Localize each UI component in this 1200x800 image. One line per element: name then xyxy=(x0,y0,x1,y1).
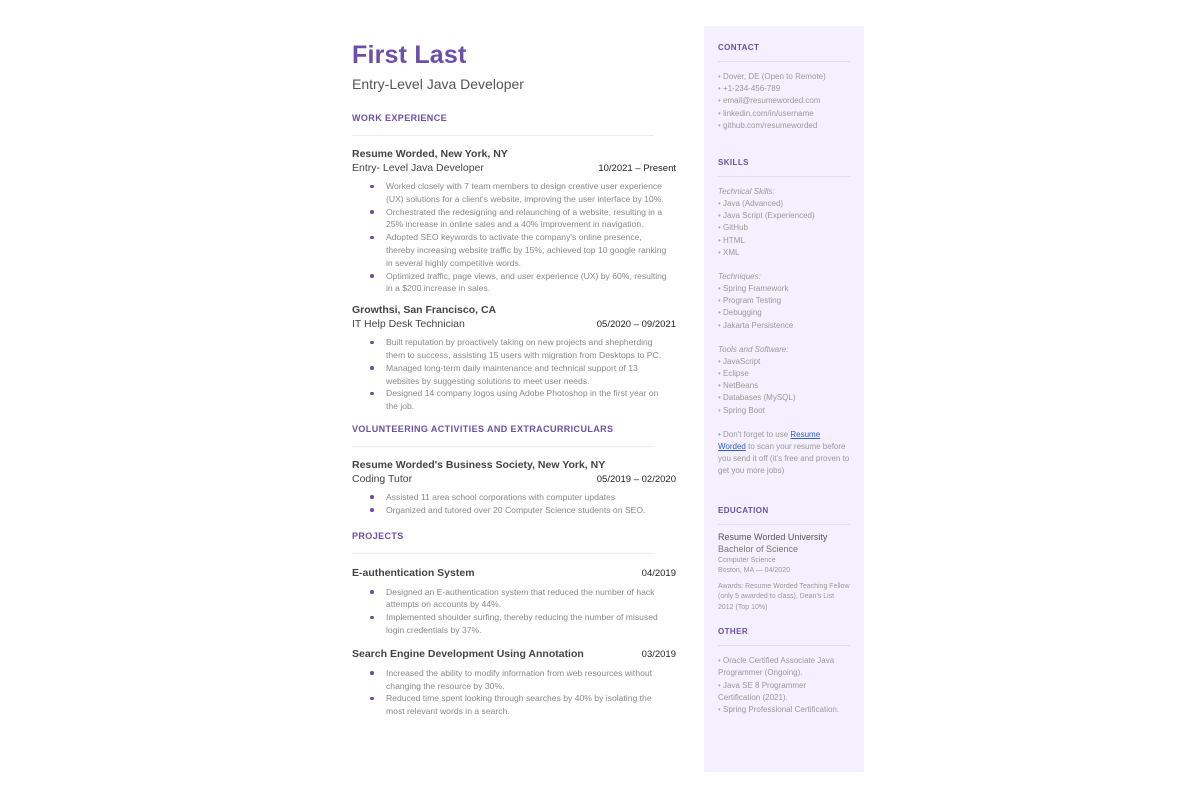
candidate-role: Entry-Level Java Developer xyxy=(352,76,524,92)
bullet-item: Increased the ability to modify information from web resources without changing the resource by 30%. xyxy=(370,667,668,693)
skill-item: • Jakarta Persistence xyxy=(718,320,850,332)
skills-heading: SKILLS xyxy=(718,158,749,168)
skill-item: • Debugging xyxy=(718,307,850,319)
project-entry xyxy=(352,566,678,637)
skills-category-label: Tools and Software: xyxy=(718,344,789,354)
job-title: IT Help Desk Technician xyxy=(352,318,465,331)
tip-text-before: Don't forget to use xyxy=(723,429,791,439)
contact-phone: • +1-234-456-789 xyxy=(718,83,850,95)
job-bullets xyxy=(370,336,678,413)
project-entry xyxy=(352,647,678,718)
bullet-item: Reduced time spent looking through searches by 40% by isolating the most relevant words in a search. xyxy=(370,692,668,718)
contact-list xyxy=(718,71,850,132)
volunteering-bullets xyxy=(370,491,678,517)
work-experience-section xyxy=(352,112,678,413)
education-degree: Bachelor of Science xyxy=(718,544,799,555)
tools-list xyxy=(718,356,850,417)
education-heading: EDUCATION xyxy=(718,505,769,515)
section-divider xyxy=(718,176,850,177)
skills-category-label: Technical Skills: xyxy=(718,187,775,197)
education-school: Resume Worded University xyxy=(718,531,828,542)
contact-section xyxy=(718,42,850,132)
contact-linkedin: • linkedin.com/in/username xyxy=(718,108,850,120)
skill-item: • HTML xyxy=(718,235,850,247)
bullet-item: Assisted 11 area school corporations with computer updates xyxy=(370,491,668,504)
bullet-item: Built reputation by proactively taking on new projects and shepherding them to success, assisting 15 users with migration from Desktops to PC. xyxy=(370,336,668,362)
skill-item: • XML xyxy=(718,247,850,259)
job-title-row xyxy=(352,317,676,332)
technical-skills-list xyxy=(718,198,850,259)
skill-item: • Program Testing xyxy=(718,295,850,307)
job-entry xyxy=(352,303,678,413)
skill-item: • Databases (MySQL) xyxy=(718,392,850,404)
skills-section xyxy=(718,157,850,478)
project-title-row xyxy=(352,566,676,581)
certification-item: • Spring Professional Certification. xyxy=(718,704,850,716)
candidate-name: First Last xyxy=(352,41,467,69)
resume-main-column xyxy=(352,40,678,718)
volunteering-date: 05/2019 – 02/2020 xyxy=(596,473,676,485)
job-title: Entry- Level Java Developer xyxy=(352,162,484,174)
skill-item: • Java (Advanced) xyxy=(718,198,850,210)
job-date: 10/2021 – Present xyxy=(598,163,676,174)
section-divider xyxy=(352,553,654,554)
bullet-item: Organized and tutored over 20 Computer Science students on SEO. xyxy=(370,504,668,517)
skill-item: • Spring Framework xyxy=(718,283,850,295)
project-bullets xyxy=(370,667,678,718)
section-divider xyxy=(718,61,850,62)
certification-item: • Oracle Certified Associate Java Programmer (Ongoing). xyxy=(718,655,850,679)
job-entry xyxy=(352,147,678,295)
project-name: Search Engine Development Using Annotation xyxy=(352,647,584,660)
bullet-item: Optimized traffic, page views, and user experience (UX) by 60%, resulting in a $200 increase in sales. xyxy=(370,270,668,296)
job-bullets xyxy=(370,180,678,295)
skill-item: • GitHub xyxy=(718,222,850,234)
project-date: 03/2019 xyxy=(641,648,676,660)
bullet-item: Implemented shoulder surfing, thereby reducing the number of misused login credentials by 37%. xyxy=(370,611,668,637)
contact-email: • email@resumeworded.com xyxy=(718,95,850,107)
volunteering-section xyxy=(352,423,678,517)
contact-location: • Dover, DE (Open to Remote) xyxy=(718,71,850,83)
skills-category-label: Techniques: xyxy=(718,272,761,282)
bullet-item: Adopted SEO keywords to activate the company's online presence, thereby increasing website traffic by 15%; achieved top 10 google ranking in several highly competitive words. xyxy=(370,231,668,269)
tip-bullet: • xyxy=(718,429,724,439)
bullet-item: Designed 14 company logos using Adobe Photoshop in the first year on the job. xyxy=(370,387,668,413)
volunteering-role: Coding Tutor xyxy=(352,472,413,485)
project-name: E-authentication System xyxy=(352,566,475,579)
skill-item: • Java Script (Experienced) xyxy=(718,210,850,222)
project-date: 04/2019 xyxy=(641,567,676,579)
bullet-item: Designed an E-authentication system that reduced the number of hack attempts on accounts by 44%. xyxy=(370,586,668,612)
volunteering-role-row xyxy=(352,472,676,487)
section-divider xyxy=(718,524,850,525)
volunteering-entry xyxy=(352,458,678,517)
skill-item: • NetBeans xyxy=(718,380,850,392)
resume-tip-note xyxy=(718,429,850,478)
other-section xyxy=(718,626,850,716)
job-date: 05/2020 – 09/2021 xyxy=(596,319,676,331)
skill-item: • Spring Boot xyxy=(718,405,850,417)
other-heading: OTHER xyxy=(718,627,748,637)
section-divider xyxy=(352,135,654,136)
work-experience-heading: WORK EXPERIENCE xyxy=(352,113,448,123)
resume-worded-link[interactable]: Resume Worded xyxy=(718,429,821,452)
education-awards: Awards: Resume Worded Teaching Fellow (only 5 awarded to class), Dean's List 2012 (Top 10%) xyxy=(718,582,850,611)
bullet-item: Managed long-term daily maintenance and technical support of 13 websites by suggesting solutions to meet user needs. xyxy=(370,362,668,388)
job-organization: Resume Worded, New York, NY xyxy=(352,148,508,160)
education-section xyxy=(718,505,850,614)
other-list xyxy=(718,655,850,716)
bullet-item: Orchestrated the redesigning and relaunching of a website, resulting in a 25% increase in online sales and a 40% improvement in navigation. xyxy=(370,206,668,232)
certification-item: • Java SE 8 Programmer Certification (2021). xyxy=(718,680,850,704)
education-location-date: Boston, MA — 04/2020 xyxy=(718,567,790,575)
projects-heading: PROJECTS xyxy=(352,530,404,541)
tip-text-after: to scan your resume before you send it off (it's free and proven to get you more jobs) xyxy=(718,442,850,476)
section-divider xyxy=(718,645,850,646)
project-title-row xyxy=(352,647,676,662)
projects-section xyxy=(352,530,678,718)
section-divider xyxy=(352,446,654,447)
job-organization: Growthsi, San Francisco, CA xyxy=(352,304,497,317)
contact-github: • github.com/resumeworded xyxy=(718,120,850,132)
education-major: Computer Science xyxy=(718,556,776,564)
project-bullets xyxy=(370,586,678,637)
skill-item: • JavaScript xyxy=(718,356,850,368)
techniques-list xyxy=(718,283,850,332)
skill-item: • Eclipse xyxy=(718,368,850,380)
job-title-row xyxy=(352,161,676,176)
contact-heading: CONTACT xyxy=(718,43,760,52)
bullet-item: Worked closely with 7 team members to design creative user experience (UX) solutions for a client's website, improving the user interface by 10%. xyxy=(370,180,668,206)
resume-sidebar xyxy=(704,26,864,772)
volunteering-heading: VOLUNTEERING ACTIVITIES AND EXTRACURRICULARS xyxy=(352,423,614,434)
volunteering-organization: Resume Worded's Business Society, New York, NY xyxy=(352,458,606,471)
